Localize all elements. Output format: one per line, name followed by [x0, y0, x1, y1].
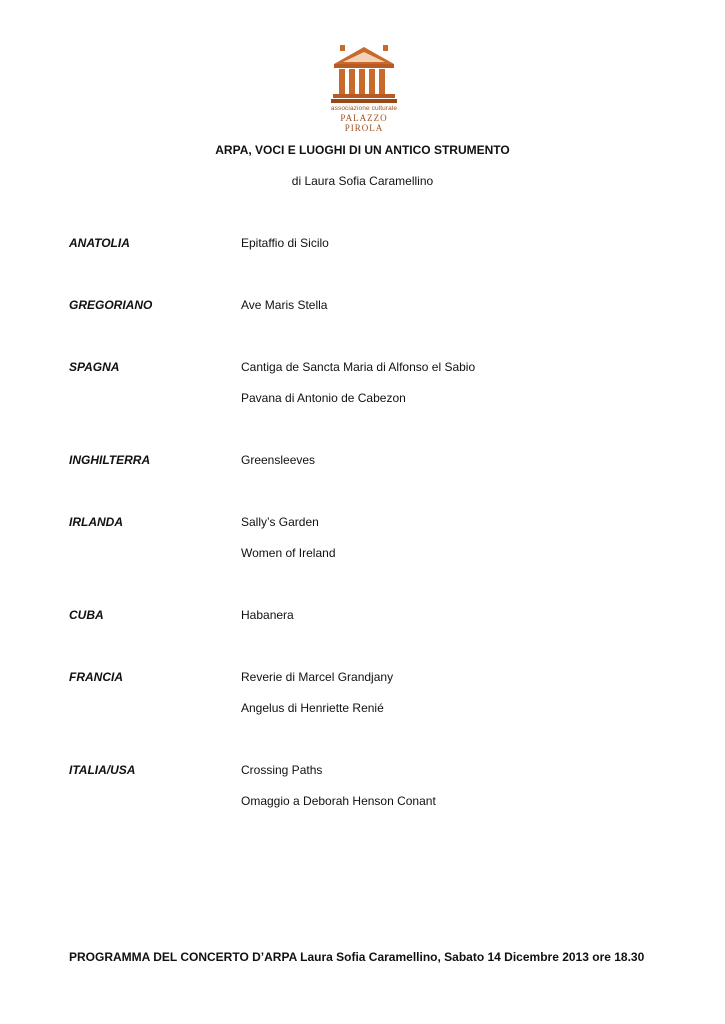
piece-item: Epitaffio di Sicilo: [241, 236, 329, 250]
region-francia: FRANCIA: [69, 670, 123, 684]
piece-item: Sally’s Garden: [241, 515, 319, 529]
region-inghilterra: INGHILTERRA: [69, 453, 151, 467]
piece-item: Women of Ireland: [241, 546, 336, 560]
temple-icon: [330, 44, 398, 104]
piece-item: Cantiga de Sancta Maria di Alfonso el Sabio: [241, 360, 476, 374]
concert-footer: PROGRAMMA DEL CONCERTO D’ARPA Laura Sofia Caramellino, Sabato 14 Dicembre 2013 ore 18.30: [69, 950, 645, 964]
logo-name-text: PALAZZO PIROLA: [340, 113, 388, 133]
piece-item: Reverie di Marcel Grandjany: [241, 670, 394, 684]
region-gregoriano: GREGORIANO: [69, 298, 153, 312]
page-subtitle: di Laura Sofia Caramellino: [291, 174, 434, 188]
piece-item: Greensleeves: [241, 453, 316, 467]
region-anatolia: ANATOLIA: [69, 236, 130, 250]
piece-item: Habanera: [241, 608, 294, 622]
piece-item: Crossing Paths: [241, 763, 323, 777]
piece-item: Omaggio a Deborah Henson Conant: [241, 794, 436, 808]
palazzo-pirola-logo: [322, 44, 406, 133]
region-irlanda: IRLANDA: [69, 515, 123, 529]
piece-item: Ave Maris Stella: [241, 298, 328, 312]
region-cuba: CUBA: [69, 608, 104, 622]
region-italia-usa: ITALIA/USA: [69, 763, 136, 777]
piece-item: Angelus di Henriette Renié: [241, 701, 384, 715]
piece-item: Pavana di Antonio de Cabezon: [241, 391, 406, 405]
region-spagna: SPAGNA: [69, 360, 120, 374]
page-title: ARPA, VOCI E LUOGHI DI UN ANTICO STRUMENTO: [215, 143, 510, 157]
logo-association-text: associazione culturale: [330, 105, 398, 112]
